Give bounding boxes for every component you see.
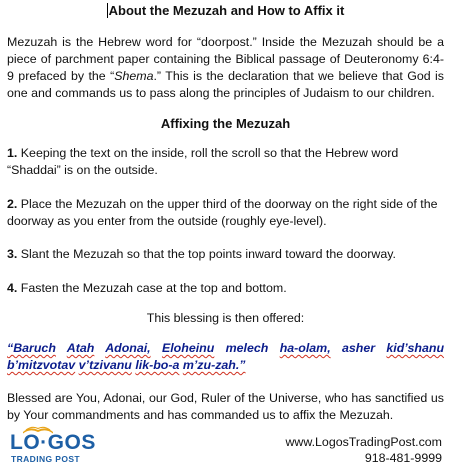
intro-paragraph [7, 34, 444, 102]
blessing-text [7, 340, 444, 374]
section-heading: Affixing the Mezuzah [160, 116, 291, 131]
title-text: About the Mezuzah and How to Affix it [108, 3, 345, 18]
blessing-word: v’tzivanu [78, 358, 132, 372]
step-4 [7, 280, 444, 297]
website-url: www.LogosTradingPost.com [285, 435, 442, 449]
blessing-word: “Baruch [7, 341, 56, 355]
step-1-number: 1. [7, 146, 18, 160]
intro-text-a: Mezuzah is the Hebrew word for “doorpost.” Inside the Mezuzah should be a piece of parchment paper containing the Biblical passage of Deuteronomy 6:4-9 prefaced by the “ [7, 35, 444, 83]
blessing-word: Atah [66, 341, 95, 355]
logo-subtitle: TRADING POST [11, 454, 81, 464]
contact-info [285, 434, 442, 466]
document-title [7, 3, 444, 19]
blessing-word: ha-olam, [279, 341, 331, 355]
step-4-number: 4. [7, 281, 18, 295]
step-4-text: Fasten the Mezuzah case at the top and bottom. [17, 281, 287, 295]
blessing-word: kid’shanu [386, 341, 445, 355]
logos-logo [4, 424, 124, 470]
step-2 [7, 196, 444, 230]
logo-wordmark: LO·GOS [10, 431, 96, 454]
translation-paragraph: Blessed are You, Adonai, our God, Ruler of the Universe, who has sanctified us by Your commandments and has commanded us to affix the Mezuzah. [7, 391, 444, 422]
blessing-word: Adonai, [105, 341, 151, 355]
blessing-word: lik-bo-a [135, 358, 180, 372]
step-2-number: 2. [7, 197, 18, 211]
blessing-word: m’zu-zah.” [182, 358, 246, 372]
intro-text-b: .” This is the declaration that we believe that God is one and commands us to pass along the principles of Judaism to our children. [7, 69, 444, 100]
step-1-text: Keeping the text on the inside, roll the scroll so that the Hebrew word “Shaddai” is on the outside. [7, 146, 399, 177]
blessing-word: Eloheinu [161, 341, 215, 355]
intro-shema: Shema [114, 69, 154, 83]
step-3-number: 3. [7, 247, 18, 261]
blessing-word: b’mitzvotav [7, 358, 76, 372]
blessing-word: melech [225, 341, 269, 355]
blessing-intro: This blessing is then offered: [146, 311, 305, 325]
step-1 [7, 145, 444, 179]
step-3 [7, 246, 444, 263]
blessing-word: asher [341, 341, 376, 355]
step-2-text: Place the Mezuzah on the upper third of the doorway on the right side of the doorway as you enter from the outside (roughly eye-level). [7, 197, 438, 228]
footer [0, 424, 450, 470]
step-3-text: Slant the Mezuzah so that the top points inward toward the doorway. [17, 247, 396, 261]
phone-number: 918-481-9999 [364, 451, 442, 465]
